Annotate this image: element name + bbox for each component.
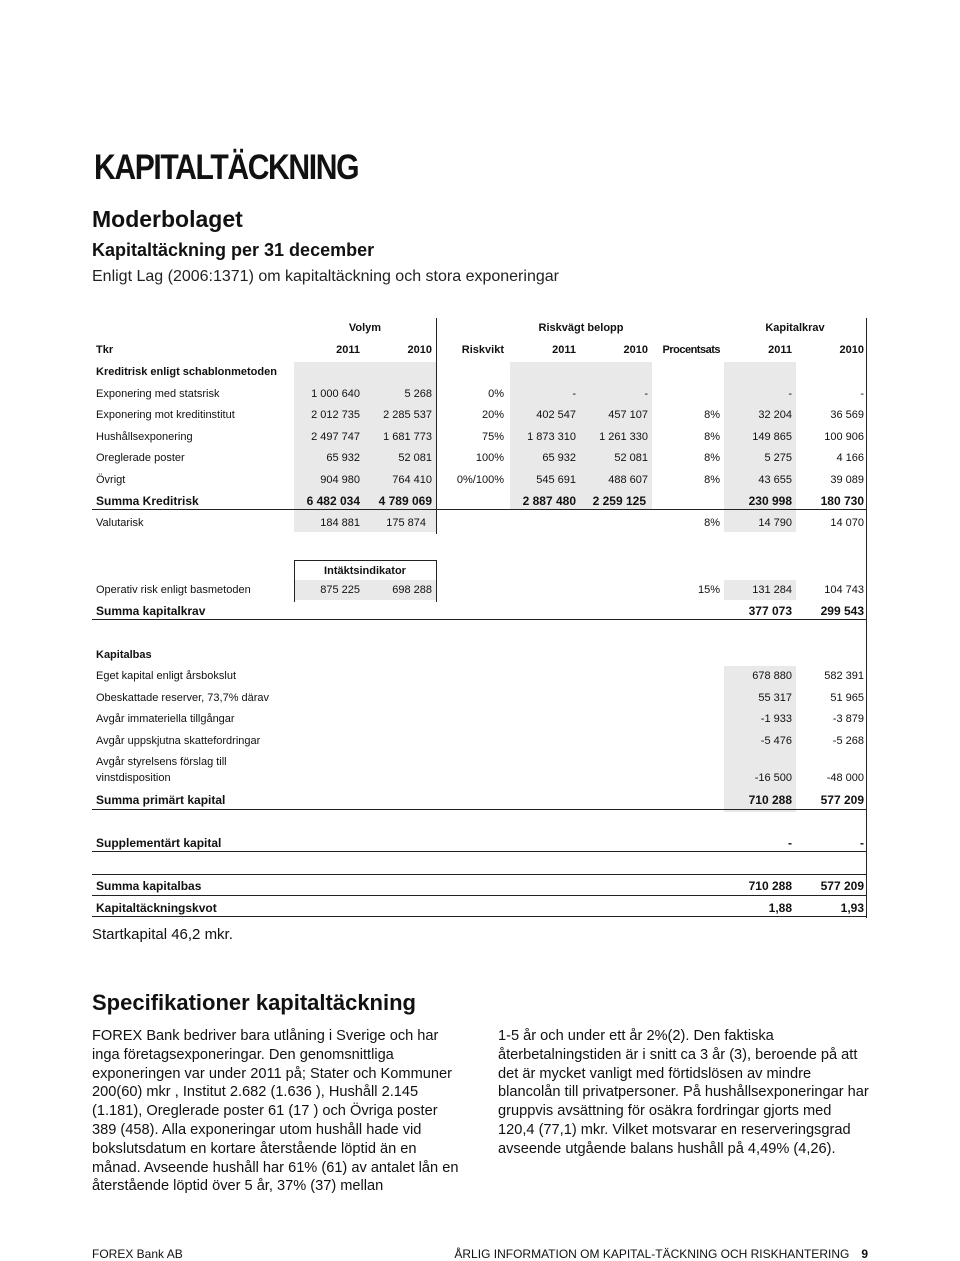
- footer-title: [454, 1247, 868, 1261]
- header-riskvikt: Riskvikt: [461, 344, 504, 356]
- divider: [92, 916, 866, 917]
- divider: [92, 895, 866, 896]
- table-title: Kapitaltäckning per 31 december: [92, 240, 375, 260]
- header-tkr: Tkr: [96, 344, 114, 356]
- group-header-riskvagt: Riskvägt belopp: [538, 322, 624, 334]
- footer-company: FOREX Bank AB: [92, 1247, 183, 1261]
- spec-paragraph-1: FOREX Bank bedriver bara utlåning i Sverige och har inga företagsexponeringar. Den genomsnittliga exponeringen var under 2011 på; Stater och Kommuner 200(60) mkr , Institut 2.682 (1.636 ), Hushåll 2.145 (1.181), Oreglerade poster 61 (17 ) och Övriga poster 389 (458). Alla exponeringar utom hushåll hade vid bokslutsdatum en kortare återstående löptid än en månad. Avseende hushåll har 61% (61) av antalet lån en återstående löptid över 5 år, 37% (37) mellan: [92, 1028, 459, 1195]
- header-r2010: 2010: [623, 344, 648, 356]
- divider: [294, 560, 436, 561]
- section-kreditrisk: Kreditrisk enligt schablonmetoden: [96, 366, 277, 378]
- group-header-volym: Volym: [348, 322, 382, 334]
- intakt-header: Intäktsindikator: [324, 565, 406, 577]
- header-k2010: 2010: [839, 344, 864, 356]
- kapitalbas-header: Kapitalbas: [96, 649, 152, 661]
- group-header-kapitalkrav: Kapitalkrav: [765, 322, 825, 334]
- footer-report-title: ÅRLIG INFORMATION OM KAPITAL-TÄCKNING OCH RISKHANTERING: [454, 1247, 850, 1261]
- divider: [92, 509, 866, 510]
- spec-paragraph-2: 1-5 år och under ett år 2%(2). Den faktiska återbetalningstiden är i snitt ca 3 år (3), beroende på att det är mycket vanligt med förtidslösen av mindre blancolån till privatpersoner. På hushållsexponeringar har gruppvis avsättning för osäkra fordringar gjorts med 120,4 (77,1) mkr. Vilket motsvarar en reserveringsgrad avseende utgående balans hushåll på 4,49% (4,26).: [498, 1028, 869, 1157]
- spec-title: Specifikationer kapitaltäckning: [92, 990, 416, 1015]
- divider: [436, 560, 437, 602]
- header-k2011: 2011: [768, 344, 792, 356]
- divider: [92, 874, 866, 875]
- startkapital-note: Startkapital 46,2 mkr.: [92, 926, 233, 943]
- divider: [866, 318, 867, 918]
- header-v2011: 2011: [336, 344, 360, 356]
- page-number: 9: [861, 1247, 868, 1261]
- header-r2011: 2011: [552, 344, 576, 356]
- divider: [92, 809, 866, 810]
- header-v2010: 2010: [407, 344, 432, 356]
- divider: [92, 619, 866, 620]
- header-procentsats: Procentsats: [662, 344, 720, 356]
- table-subtitle: Enligt Lag (2006:1371) om kapitaltäckning och stora exponeringar: [92, 268, 559, 285]
- page-title: KAPITALTÄCKNING: [94, 148, 359, 187]
- section-title: Moderbolaget: [92, 206, 243, 232]
- divider: [92, 851, 866, 852]
